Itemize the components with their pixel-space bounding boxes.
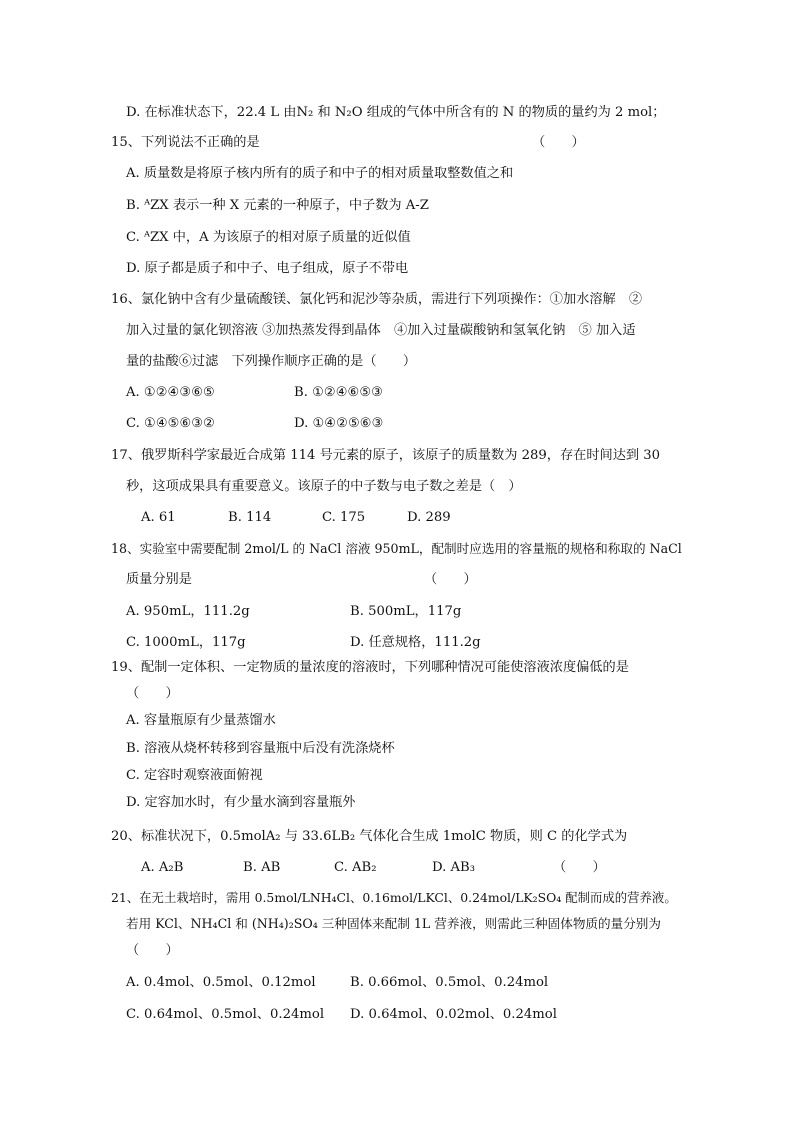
- q17-option-a: A. 61: [141, 510, 176, 525]
- q18-option-c: C. 1000mL，117g: [126, 635, 246, 650]
- q20-option-a: A. A₂B: [141, 860, 184, 875]
- q20-option-c: C. AB₂: [334, 860, 377, 875]
- q20-option-b: B. AB: [243, 860, 281, 875]
- q18-option-d: D. 任意规格，111.2g: [350, 635, 481, 650]
- q21-option-b: B. 0.66mol、0.5mol、0.24mol: [350, 975, 549, 990]
- q15-stem: 15、下列说法不正确的是: [111, 135, 260, 150]
- q19-option-b: B. 溶液从烧杯转移到容量瓶中后没有洗涤烧杯: [126, 741, 395, 756]
- q15-answer-paren: （ ）: [532, 135, 585, 150]
- q16-option-b: B. ①②④⑥⑤③: [294, 385, 384, 400]
- q17-stem-line1: 17、俄罗斯科学家最近合成第 114 号元素的原子，该原子的质量数为 289，存在时间达到 30: [111, 448, 661, 463]
- q15-option-b: B. ᴬZX 表示一种 X 元素的一种原子，中子数为 A-Z: [126, 198, 429, 213]
- q15-option-c: C. ᴬZX 中，A 为该原子的相对原子质量的近似值: [126, 230, 411, 245]
- q21-option-a: A. 0.4mol、0.5mol、0.12mol: [126, 975, 316, 990]
- q16-stem-line3: 量的盐酸⑥过滤 下列操作顺序正确的是（ ）: [126, 354, 417, 369]
- q21-stem-line1: 21、在无土栽培时，需用 0.5mol/LNH₄Cl、0.16mol/LKCl、0.24mol/LK₂SO₄ 配制而成的营养液。: [111, 890, 677, 905]
- q20-answer-paren: （ ）: [553, 860, 606, 875]
- q17-option-b: B. 114: [228, 510, 272, 525]
- q21-option-d: D. 0.64mol、0.02mol、0.24mol: [350, 1007, 557, 1022]
- q15-option-d: D. 原子都是质子和中子、电子组成，原子不带电: [126, 261, 409, 276]
- q19-option-a: A. 容量瓶原有少量蒸馏水: [126, 713, 276, 728]
- q17-option-d: D. 289: [407, 510, 451, 525]
- q16-stem-line1: 16、氯化钠中含有少量硫酸镁、氯化钙和泥沙等杂质，需进行下列项操作：①加水溶解 ②: [111, 292, 643, 307]
- q19-stem-line2: （ ）: [126, 686, 179, 701]
- q20-stem: 20、标准状况下，0.5molA₂ 与 33.6LB₂ 气体化合生成 1molC 物质，则 C 的化学式为: [111, 829, 628, 844]
- q18-option-b: B. 500mL，117g: [350, 604, 462, 619]
- q21-stem-line2: 若用 KCl、NH₄Cl 和 (NH₄)₂SO₄ 三种固体来配制 1L 营养液，则需此三种固体物质的量分别为: [126, 916, 661, 931]
- q21-stem-line3: （ ）: [126, 943, 179, 958]
- q16-stem-line2: 加入过量的氯化钡溶液 ③加热蒸发得到晶体 ④加入过量碳酸钠和氢氧化钠 ⑤ 加入适: [126, 323, 636, 338]
- q15-option-a: A. 质量数是将原子核内所有的质子和中子的相对质量取整数值之和: [126, 166, 514, 181]
- q18-option-a: A. 950mL，111.2g: [126, 604, 250, 619]
- q16-option-c: C. ①④⑤⑥③②: [126, 416, 215, 431]
- q14-option-d: D. 在标准状态下，22.4 L 由N₂ 和 N₂O 组成的气体中所含有的 N 的物质的量约为 2 mol；: [126, 105, 666, 120]
- q17-option-c: C. 175: [322, 510, 366, 525]
- q19-stem-line1: 19、配制一定体积、一定物质的量浓度的溶液时，下列哪种情况可能使溶液浓度偏低的是: [111, 660, 629, 675]
- q19-option-d: D. 定容加水时，有少量水滴到容量瓶外: [126, 795, 356, 810]
- q16-option-a: A. ①②④③⑥⑤: [126, 385, 215, 400]
- q21-option-c: C. 0.64mol、0.5mol、0.24mol: [126, 1007, 325, 1022]
- q16-option-d: D. ①④②⑤⑥③: [294, 416, 384, 431]
- q17-stem-line2: 秒，这项成果具有重要意义。该原子的中子数与电子数之差是（ ）: [126, 479, 522, 494]
- q18-stem-line1: 18、实验室中需要配制 2mol/L 的 NaCl 溶液 950mL，配制时应选用的容量瓶的规格和称取的 NaCl: [111, 541, 682, 556]
- q18-stem-line2: 质量分别是: [126, 572, 192, 587]
- q18-answer-paren: （ ）: [424, 572, 477, 587]
- q19-option-c: C. 定容时观察液面俯视: [126, 768, 263, 783]
- q20-option-d: D. AB₃: [432, 860, 475, 875]
